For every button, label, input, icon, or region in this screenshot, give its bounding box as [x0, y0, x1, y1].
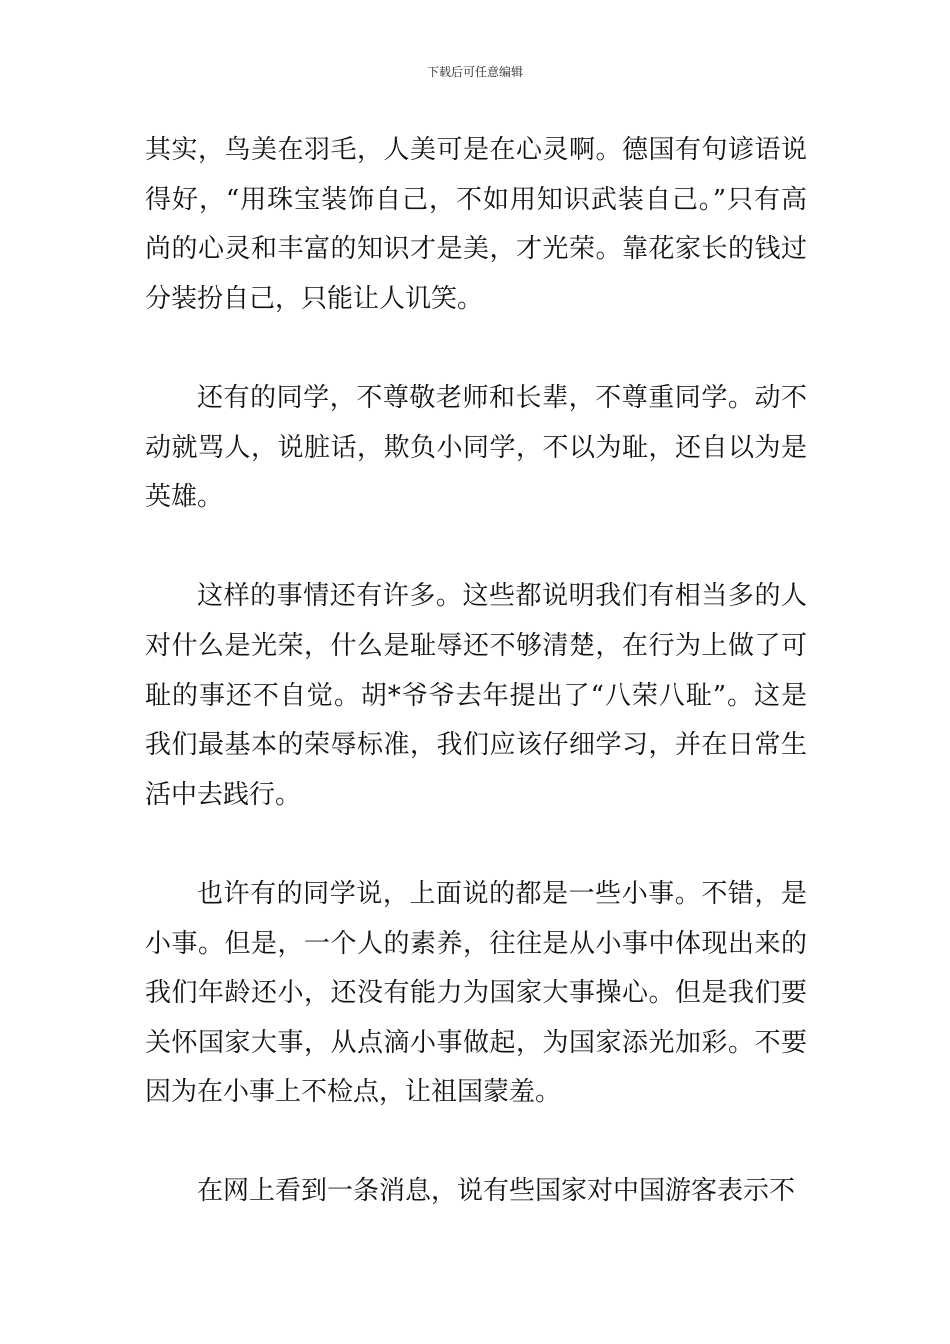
- paragraph-spacer: [145, 324, 807, 374]
- paragraph-2: 还有的同学，不尊敬老师和长辈，不尊重同学。动不动就骂人，说脏话，欺负小同学，不以为耻，还自以为是英雄。: [145, 382, 807, 513]
- paragraph-spacer: [145, 820, 807, 870]
- paragraph-1: 其实，鸟美在羽毛，人美可是在心灵啊。德国有句谚语说得好，“用珠宝装饰自己，不如用知识武装自己。”只有高尚的心灵和丰富的知识才是美，才光荣。靠花家长的钱过分装扮自己，只能让人讥笑。: [145, 135, 807, 314]
- paragraph-3: 这样的事情还有许多。这些都说明我们有相当多的人对什么是光荣，什么是耻辱还不够清楚，在行为上做了可耻的事还不自觉。胡*爷爷去年提出了“八荣八耻”。这是我们最基本的荣辱标准，我们应该仔细学习，并在日常生活中去践行。: [145, 581, 807, 810]
- document-body: [145, 126, 807, 1217]
- paragraph-4: 也许有的同学说，上面说的都是一些小事。不错，是小事。但是，一个人的素养，往往是从小事中体现出来的我们年龄还小，还没有能力为国家大事操心。但是我们要关怀国家大事，从点滴小事做起，为国家添光加彩。不要因为在小事上不检点，让祖国蒙羞。: [145, 878, 807, 1108]
- page-header-note: 下载后可任意编辑: [426, 65, 523, 79]
- paragraph-spacer: [145, 1118, 807, 1168]
- paragraph-spacer: [145, 523, 807, 573]
- paragraph-5: 在网上看到一条消息，说有些国家对中国游客表示不: [197, 1176, 796, 1207]
